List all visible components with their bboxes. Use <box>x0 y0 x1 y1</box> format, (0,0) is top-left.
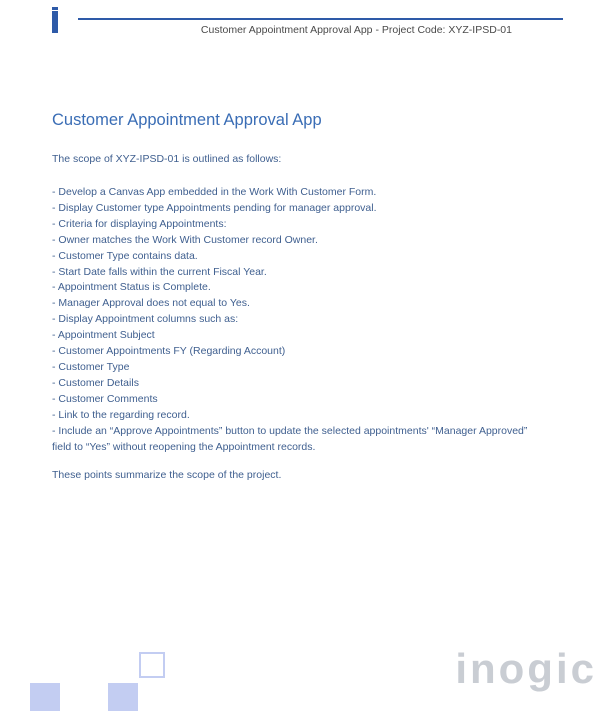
decorative-square-left <box>30 683 60 711</box>
intro-text: The scope of XYZ-IPSD-01 is outlined as follows: <box>52 153 282 165</box>
decorative-outline-square <box>139 652 165 678</box>
scope-list <box>52 185 532 455</box>
list-item: - Start Date falls within the current Fiscal Year. <box>52 265 267 278</box>
list-item: - Manager Approval does not equal to Yes. <box>52 297 250 310</box>
list-item: - Criteria for displaying Appointments: <box>52 217 227 230</box>
list-item: - Display Appointment columns such as: <box>52 313 239 326</box>
list-item: - Owner matches the Work With Customer record Owner. <box>52 233 318 246</box>
list-item: - Appointment Subject <box>52 329 155 342</box>
list-item: - Appointment Status is Complete. <box>52 281 211 294</box>
list-item: - Customer Comments <box>52 392 158 405</box>
list-item: - Customer Details <box>52 376 139 389</box>
header-text: Customer Appointment Approval App - Project Code: XYZ-IPSD-01 <box>200 24 512 36</box>
list-item: - Include an “Approve Appointments” button to update the selected appointments' “Manager Approved” field to “Yes” without reopening the Appointment records. <box>52 424 528 453</box>
logo-dot <box>52 7 58 10</box>
list-item: - Display Customer type Appointments pending for manager approval. <box>52 201 377 214</box>
list-item: - Customer Type <box>52 360 130 373</box>
inogic-logo-icon <box>52 7 58 33</box>
header-rule <box>78 18 563 20</box>
list-item: - Customer Appointments FY (Regarding Account) <box>52 345 286 358</box>
list-item: - Link to the regarding record. <box>52 408 190 421</box>
inogic-footer-logo: inogic <box>455 645 597 692</box>
list-item: - Develop a Canvas App embedded in the Work With Customer Form. <box>52 186 377 198</box>
decorative-square-right <box>108 683 138 711</box>
logo-stem <box>52 11 58 33</box>
page-title: Customer Appointment Approval App <box>52 111 322 129</box>
summary-text: These points summarize the scope of the project. <box>52 469 282 481</box>
list-item: - Customer Type contains data. <box>52 249 198 262</box>
